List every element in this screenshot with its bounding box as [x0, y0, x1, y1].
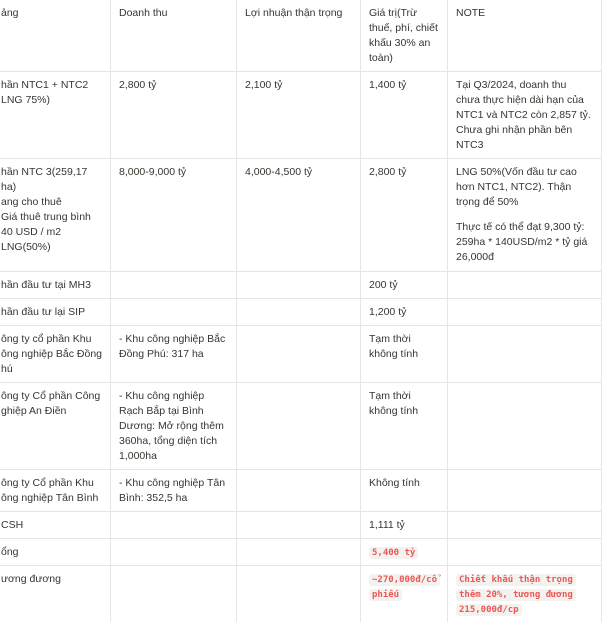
- table-cell[interactable]: [448, 470, 602, 512]
- table-row: [0, 299, 602, 326]
- table-cell[interactable]: 2,800 tỷ: [361, 159, 448, 272]
- table-cell[interactable]: ổng: [0, 539, 111, 566]
- table-cell[interactable]: Tạm thời không tính: [361, 326, 448, 383]
- header-cell-revenue[interactable]: Doanh thu: [111, 0, 237, 72]
- table-cell[interactable]: ông ty Cổ phần Công ghiệp An Điền: [0, 383, 111, 470]
- table-row: [0, 566, 602, 622]
- table-cell[interactable]: hần NTC1 + NTC2 LNG 75%): [0, 72, 111, 159]
- table-row: [0, 326, 602, 383]
- table-cell[interactable]: [111, 512, 237, 539]
- table-cell[interactable]: 1,400 tỷ: [361, 72, 448, 159]
- table-cell[interactable]: [111, 299, 237, 326]
- table-header-row: [0, 0, 602, 72]
- table-cell[interactable]: [237, 326, 361, 383]
- table-cell[interactable]: [237, 539, 361, 566]
- table-cell[interactable]: [237, 383, 361, 470]
- table-cell[interactable]: [237, 299, 361, 326]
- table-cell[interactable]: ương đương: [0, 566, 111, 622]
- table-cell[interactable]: [448, 512, 602, 539]
- table-cell[interactable]: [448, 159, 602, 272]
- header-cell-value[interactable]: Giá trị(Trừ thuế, phí, chiết khấu 30% an toàn): [361, 0, 448, 72]
- table-row: [0, 72, 602, 159]
- note-paragraph: LNG 50%(Vốn đầu tư cao hơn NTC1, NTC2). Thận trọng để 50%: [456, 165, 593, 210]
- table-cell[interactable]: CSH: [0, 512, 111, 539]
- total-value-code: 5,400 tỷ: [369, 547, 418, 559]
- table-cell[interactable]: hần đầu tư lại SIP: [0, 299, 111, 326]
- table-cell[interactable]: 2,800 tỷ: [111, 72, 237, 159]
- table-row: [0, 512, 602, 539]
- header-cell-prudent-profit[interactable]: Lợi nhuận thận trọng: [237, 0, 361, 72]
- table-cell[interactable]: [237, 566, 361, 622]
- table-cell[interactable]: Tại Q3/2024, doanh thu chưa thực hiện dài hạn của NTC1 và NTC2 còn 2,857 tỷ. Chưa ghi nhận phần bên NTC3: [448, 72, 602, 159]
- table-cell[interactable]: [237, 272, 361, 299]
- table-cell[interactable]: hần NTC 3(259,17 ha) ang cho thuê Giá thuê trung bình 40 USD / m2 LNG(50%): [0, 159, 111, 272]
- header-cell-item[interactable]: ảng: [0, 0, 111, 72]
- table-cell[interactable]: Không tính: [361, 470, 448, 512]
- table-cell[interactable]: [111, 566, 237, 622]
- table-cell[interactable]: ông ty Cổ phần Khu ông nghiệp Tân Bình: [0, 470, 111, 512]
- table-cell[interactable]: [237, 470, 361, 512]
- table-cell[interactable]: 2,100 tỷ: [237, 72, 361, 159]
- table-cell[interactable]: [111, 539, 237, 566]
- discount-note-code: Chiết khấu thận trọng thêm 20%, tương đương 215,000đ/cp: [456, 574, 576, 616]
- table-cell[interactable]: 200 tỷ: [361, 272, 448, 299]
- table-cell[interactable]: hần đầu tư tại MH3: [0, 272, 111, 299]
- table-cell[interactable]: 4,000-4,500 tỷ: [237, 159, 361, 272]
- table-cell[interactable]: [237, 512, 361, 539]
- table-cell[interactable]: [448, 299, 602, 326]
- table-cell[interactable]: [448, 566, 602, 622]
- table-cell[interactable]: 1,200 tỷ: [361, 299, 448, 326]
- table-row: [0, 272, 602, 299]
- table-cell[interactable]: [448, 326, 602, 383]
- table-cell[interactable]: - Khu công nghiệp Bắc Đồng Phú: 317 ha: [111, 326, 237, 383]
- table-cell[interactable]: - Khu công nghiệp Tân Bình: 352,5 ha: [111, 470, 237, 512]
- per-share-value-code: ~270,000đ/cổ phiếu: [369, 574, 440, 601]
- header-cell-note[interactable]: NOTE: [448, 0, 602, 72]
- note-paragraph: Thực tế có thể đạt 9,300 tỷ: 259ha * 140USD/m2 * tỷ giá 26,000đ: [456, 220, 593, 265]
- paragraph-gap: [456, 210, 593, 220]
- table-row: [0, 159, 602, 272]
- table-cell[interactable]: 8,000-9,000 tỷ: [111, 159, 237, 272]
- table-row: [0, 470, 602, 512]
- table-cell[interactable]: [448, 272, 602, 299]
- table-cell[interactable]: [111, 272, 237, 299]
- table-cell[interactable]: Tạm thời không tính: [361, 383, 448, 470]
- table-cell[interactable]: [448, 539, 602, 566]
- table-row: [0, 539, 602, 566]
- table-cell[interactable]: [448, 383, 602, 470]
- table-cell[interactable]: [361, 566, 448, 622]
- table-cell[interactable]: 1,111 tỷ: [361, 512, 448, 539]
- table-row: [0, 383, 602, 470]
- table-cell[interactable]: - Khu công nghiệp Rạch Bắp tại Bình Dương: Mở rộng thêm 360ha, tổng diện tích 1,000ha: [111, 383, 237, 470]
- table-cell[interactable]: [361, 539, 448, 566]
- table-cell[interactable]: ông ty cổ phần Khu ông nghiệp Bắc Đồng hú: [0, 326, 111, 383]
